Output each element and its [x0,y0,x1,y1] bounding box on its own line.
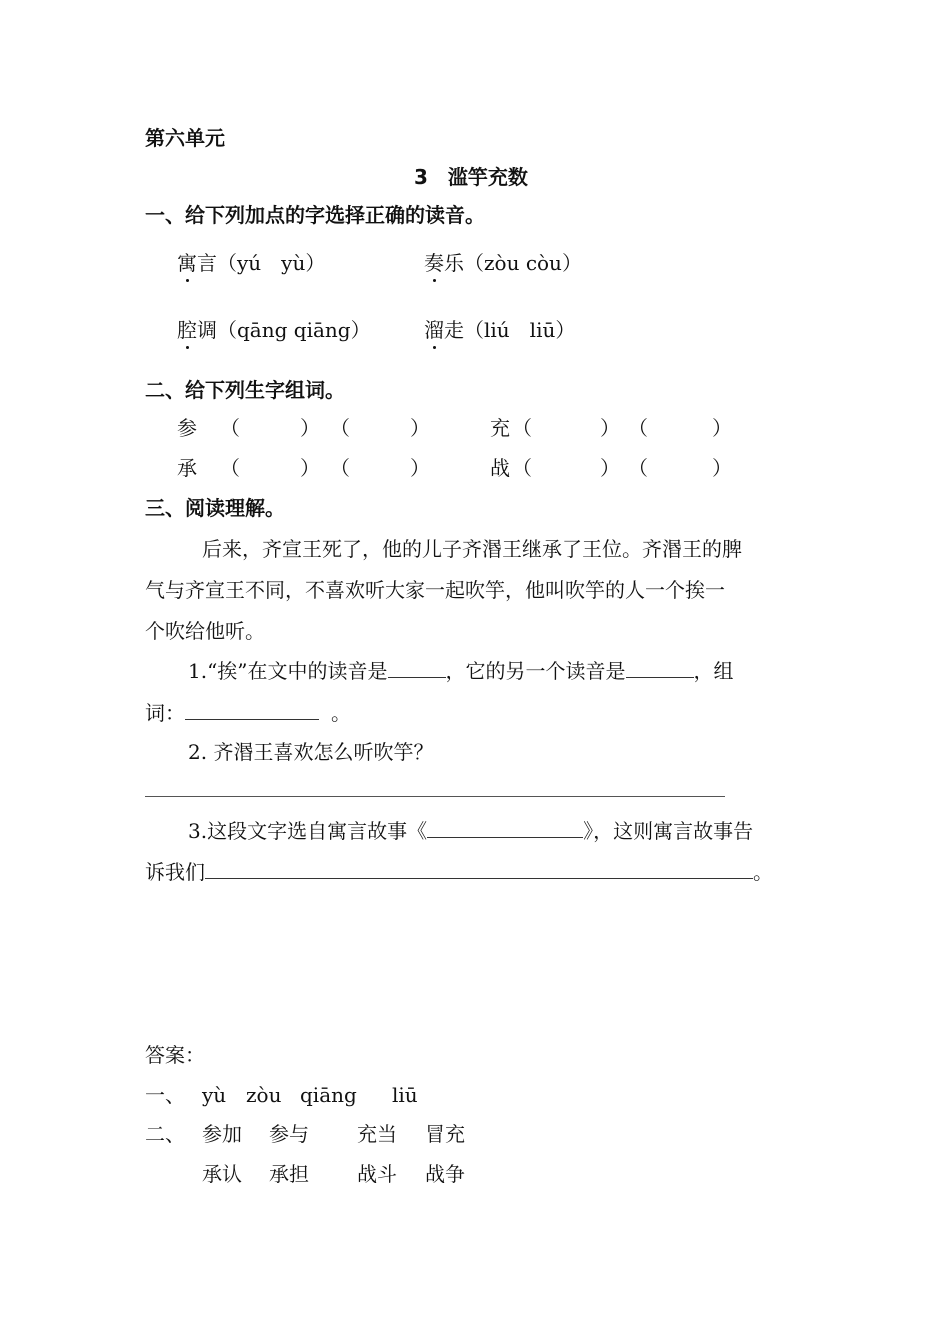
reading-item [177,318,371,342]
item-rest: 走 [444,318,464,342]
reading-item [424,318,575,342]
paren-right: ） [300,416,320,440]
section2-heading: 二、给下列生字组词。 [145,378,345,402]
paren-left: （ [220,456,240,480]
reading-item [177,251,325,275]
pinyin-options: （qāng qiāng） [217,318,371,342]
paren-group [410,456,430,480]
question-1 [188,659,734,683]
paren-right: ） [410,416,430,440]
paren-left: （ [628,456,648,480]
answer-blank[interactable] [185,701,319,720]
answers-label: 答案： [145,1043,205,1067]
dotted-char: 寓 [177,251,197,275]
answer-item: 参加 [202,1122,242,1146]
section3-heading: 三、阅读理解。 [145,496,285,520]
word-row [177,456,197,480]
dotted-char: 溜 [424,318,444,342]
paren-left: （ [330,456,350,480]
answer-item: 充当 [357,1122,397,1146]
item-rest: 言 [197,251,217,275]
section1-heading: 一、给下列加点的字选择正确的读音。 [145,203,485,227]
paren-group [300,416,320,440]
question-3-cont [145,860,773,884]
q1-text-e: 。 [331,701,351,725]
paren-group [330,456,350,480]
passage-line: 气与齐宣王不同，不喜欢听大家一起吹竽，他叫吹竽的人一个挨一 [145,578,725,602]
paren-group [410,416,430,440]
pinyin-options: （zòu còu） [464,251,582,275]
paren-left: （ [512,416,532,440]
answer-blank[interactable] [205,860,753,879]
paren-group [512,456,532,480]
paren-right: ） [712,416,732,440]
answer-blank[interactable] [388,659,446,678]
answer-item: 冒充 [425,1122,465,1146]
reading-item [424,251,582,275]
paren-group [220,456,240,480]
q3-text-d: 。 [753,860,773,884]
dotted-char: 奏 [424,251,444,275]
unit-title: 第六单元 [145,126,225,150]
answer-item: zòu [246,1083,282,1107]
paren-group [330,416,350,440]
paren-group [600,456,620,480]
passage-line: 后来，齐宣王死了，他的儿子齐湣王继承了王位。齐湣王的脾 [202,537,742,561]
word-char: 战 [490,456,510,480]
word-row [490,456,510,480]
paren-left: （ [628,416,648,440]
paren-group [712,416,732,440]
word-char: 承 [177,456,197,480]
item-rest: 乐 [444,251,464,275]
answer-item: 战争 [425,1162,465,1186]
answers-line-label: 一、 [145,1083,185,1107]
q3-text-a: 3.这段文字选自寓言故事《 [188,819,428,843]
word-char: 参 [177,416,197,440]
answer-item: 承认 [202,1162,242,1186]
paren-group [300,456,320,480]
paren-group [512,416,532,440]
q3-text-c: 诉我们 [145,860,205,884]
paren-group [712,456,732,480]
lesson-title: 3 滥竽充数 [414,165,528,189]
question-1-cont [145,701,351,725]
paren-right: ） [410,456,430,480]
word-char: 充 [490,416,510,440]
answers-line-label: 二、 [145,1122,185,1146]
answer-blank[interactable] [626,659,694,678]
paren-group [220,416,240,440]
paren-right: ） [300,456,320,480]
pinyin-options: （liú liū） [464,318,576,342]
answer-item: liū [392,1083,418,1107]
q1-text-a: 1.“挨”在文中的读音是 [188,659,388,683]
answer-line[interactable] [145,796,725,797]
q1-text-c: ，组 [693,659,734,683]
answers-line-2 [145,1122,185,1146]
word-row [177,416,197,440]
answer-item: 参与 [269,1122,309,1146]
item-rest: 调 [197,318,217,342]
q1-text-d: 词： [145,701,185,725]
paren-left: （ [330,416,350,440]
paren-left: （ [220,416,240,440]
answer-item: 承担 [269,1162,309,1186]
answer-blank[interactable] [427,819,583,838]
question-3 [188,819,753,843]
dotted-char: 腔 [177,318,197,342]
word-row [490,416,510,440]
answer-item: 战斗 [357,1162,397,1186]
paren-left: （ [512,456,532,480]
paren-right: ） [712,456,732,480]
paren-group [600,416,620,440]
passage-line: 个吹给他听。 [145,619,265,643]
pinyin-options: （yú yù） [217,251,326,275]
q3-text-b: 》，这则寓言故事告 [583,819,754,843]
paren-group [628,456,648,480]
paren-group [628,416,648,440]
paren-right: ） [600,416,620,440]
answer-item: qiāng [300,1083,357,1107]
q1-text-b: ，它的另一个读音是 [445,659,626,683]
answers-line-1 [145,1083,185,1107]
answer-item: yù [202,1083,227,1107]
question-2: 2. 齐湣王喜欢怎么听吹竽？ [188,740,434,764]
paren-right: ） [600,456,620,480]
